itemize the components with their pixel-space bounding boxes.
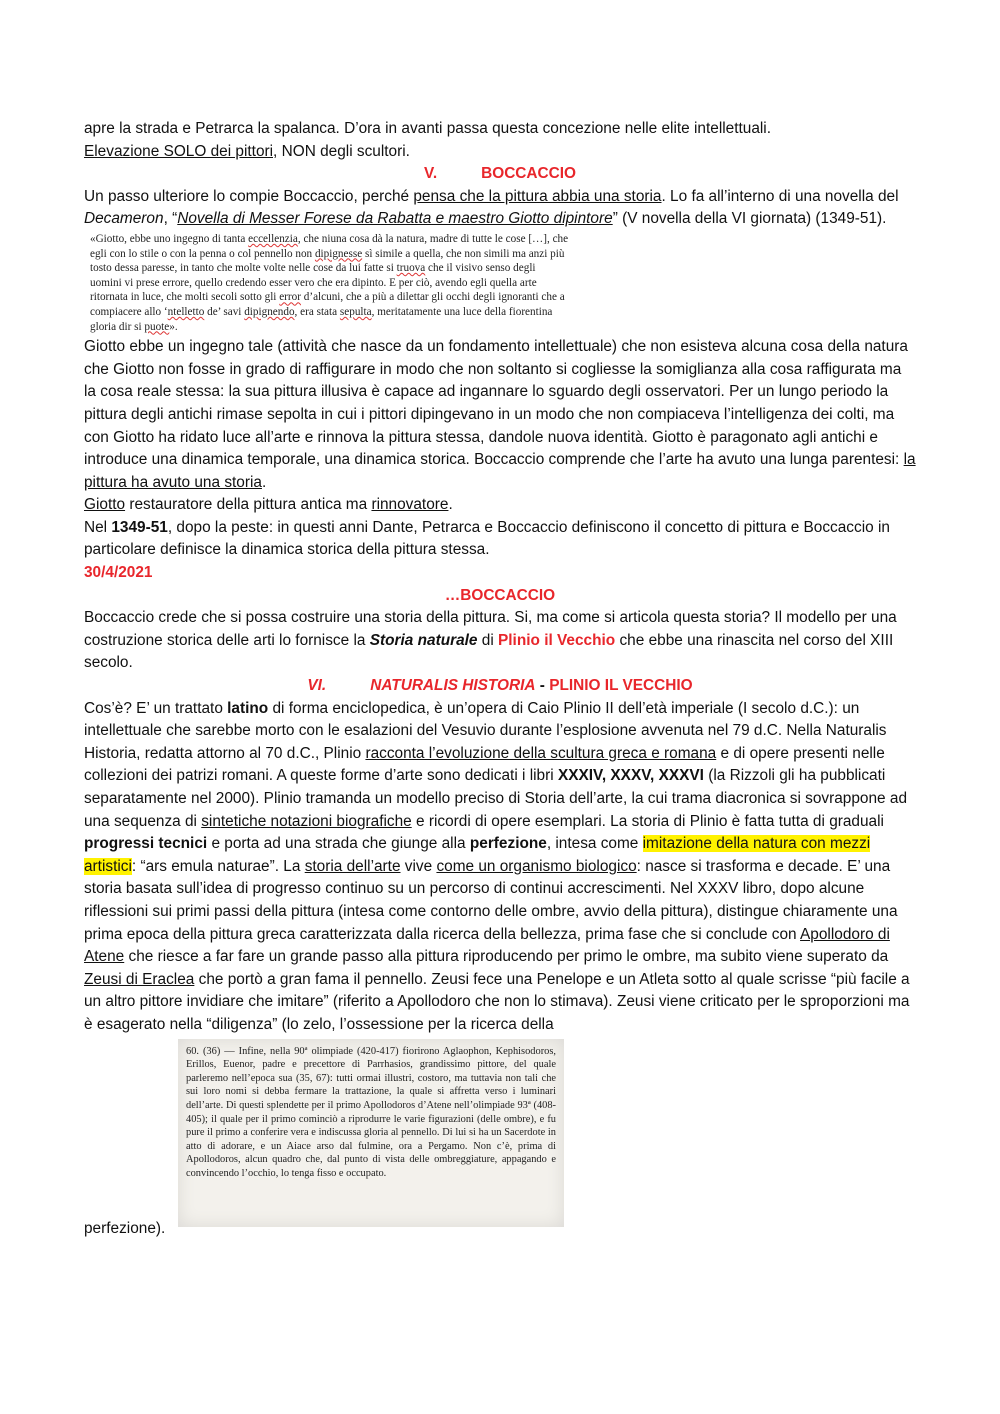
text: Giotto ebbe un ingegno tale (attività che nasce da un fondamento intellettuale) che non esisteva alcuna cosa della natura che Giotto non fosse in grado di raffigurare in modo che non soltanto si cogliesse la somiglianza alla cosa raffigurata ma la cosa reale stessa: la sua pittura illusiva è capace ad ingannare lo sguardo degli osservatori. Per un lungo periodo la pittura degli antichi rimase sepolta in cui i pittori dipingevano in un modo che non compiaceva l’intelligenza dei colti, ma con Giotto ha ridato luce all’arte e rinnova la pittura stessa, dandole nuova identità. Giotto è paragonato agli antichi e introduce una dinamica temporale, una dinamica storica. Boccaccio comprende che l’arte ha avuto una lunga parentesi: xyxy=(84,338,908,469)
document-page xyxy=(84,118,916,1237)
paragraph-storia-pittura xyxy=(84,607,916,675)
text: d’alcuni, che a più a dilettar gli occhi degli ignoranti che a compiacere allo ‘ xyxy=(90,291,565,318)
novella-title: Novella di Messer Forese da Rabatta e maestro Giotto dipintore xyxy=(177,210,613,228)
text: , che niuna cosa dà la natura, madre di tutte le cose […], che egli con lo stile o con la penna o col pennello non xyxy=(90,232,569,260)
spellcheck-word: sepulta xyxy=(339,305,372,318)
text: , era stata xyxy=(294,305,340,318)
text: : “ars emula naturae”. La xyxy=(131,857,305,875)
bold-italic-text: Storia naturale xyxy=(369,631,478,649)
decameron-quote-image xyxy=(90,232,570,334)
underlined-text: come un organismo biologico xyxy=(436,857,637,875)
text: Boccaccio crede che si possa costruire una storia della pittura. Si, ma come si articola questa storia? Il modello per una costruzione storica delle arti lo fornisce la xyxy=(84,609,897,649)
text: di forma enciclopedica, è un’opera di Caio Plinio II dell’età imperiale (I secolo d.C.): un intellettuale che sarebbe morto con le esalazioni del Vesuvio durante l’esplosione avvenuta nel 79 d.C. Nella Naturalis Historia, redatta attorno al 70 d.C., Plinio xyxy=(84,699,887,762)
text: che il visivo senso degli uomini vi prese errore, quello credendo esser vero che era dipinto. E per ciò, avendo egli quella arte ritornata in luce, che molti secoli sotto gli xyxy=(90,262,537,304)
paragraph-giotto xyxy=(84,336,916,494)
spellcheck-word: dipignendo xyxy=(244,305,295,318)
underlined-text: Zeusi di Eraclea xyxy=(84,970,195,988)
text: Nel xyxy=(84,518,112,536)
text: ” (V novella della VI giornata) (1349-51). xyxy=(612,210,887,228)
heading-title: NATURALIS HISTORIA xyxy=(370,677,536,695)
text: : nasce si trasforma e decade. E’ una storia basata sull’idea di progresso continuo su un percorso di continui accrescimenti. Nel XXXV libro, dopo alcune riflessioni sui primi passi della pittura (intesa come contorno delle ombre, avvio della pittura), distingue chiaramente una prima epoca della pittura greca caratterizzata dalla ricerca della bellezza, prima fase che si conclude con xyxy=(84,857,898,943)
paragraph-naturalis-historia xyxy=(84,698,916,1037)
italic-text: Decameron xyxy=(84,210,164,228)
underlined-text: rinnovatore xyxy=(371,496,449,514)
text: «Giotto, ebbe uno ingegno di tanta xyxy=(90,232,249,245)
spellcheck-word: ntelletto xyxy=(167,305,205,318)
underlined-text: sintetiche notazioni biografiche xyxy=(201,812,412,830)
highlighted-text: imitazione della natura con mezzi artistici xyxy=(84,835,871,875)
bold-text: XXXIV, XXXV, XXXVI xyxy=(557,767,704,785)
text: sì simile a quella, che non simili ma anzi più tosto dessa paresse, in tanto che molte volte nelle cose da lui fatte si xyxy=(90,247,565,275)
paragraph-peste xyxy=(84,517,916,562)
text: che riesce a far fare un grande passo alla pittura riproducendo per primo le ombre, ma subito viene superato da xyxy=(124,948,889,966)
text: , meritatamente una luce della fiorentina gloria dir si xyxy=(90,305,553,333)
text: - xyxy=(535,677,550,695)
text: . xyxy=(261,473,267,491)
text: de’ savi xyxy=(204,305,245,318)
bold-text: perfezione xyxy=(469,835,547,853)
red-bold-text: Plinio il Vecchio xyxy=(498,631,616,649)
bold-text: 1349-51 xyxy=(111,518,168,536)
lesson-date: 30/4/2021 xyxy=(84,564,153,582)
bold-text: progressi tecnici xyxy=(84,835,208,853)
underlined-text: Apollodoro di Atene xyxy=(84,925,890,966)
text: , intesa come xyxy=(546,835,643,853)
spellcheck-word: eccellenzia xyxy=(248,232,298,245)
text: di xyxy=(477,631,499,649)
paragraph-restauratore xyxy=(84,494,916,517)
text: , “ xyxy=(163,210,178,228)
text: . Lo fa all’interno di una novella del xyxy=(661,187,899,205)
heading-subtitle: PLINIO IL VECCHIO xyxy=(549,677,693,695)
underlined-text: pensa che la pittura abbia una storia xyxy=(413,187,662,205)
underlined-text: la pittura ha avuto una storia xyxy=(84,451,916,491)
section-heading-continued: …BOCCACCIO xyxy=(444,586,556,604)
text: Un passo ulteriore lo compie Boccaccio, perché xyxy=(84,187,414,205)
spellcheck-word: truova xyxy=(396,262,426,275)
text: apre la strada e Petrarca la spalanca. D’ora in avanti passa questa concezione nelle elite intellettuali. xyxy=(84,120,772,137)
section-heading-v xyxy=(84,163,916,186)
underlined-text: racconta l’evoluzione della scultura greca e romana xyxy=(365,744,717,762)
text: NON degli scultori. xyxy=(277,142,410,160)
spellcheck-word: puote xyxy=(144,320,170,333)
text: e di opere presenti nelle collezioni dei patrizi romani. A queste forme d’arte sono dedicati i libri xyxy=(84,744,885,785)
paragraph-intro xyxy=(84,118,916,163)
text: e porta ad una strada che giunge alla xyxy=(207,835,470,853)
plinio-text-scan-image: 60. (36) — Infine, nella 90ª olimpiade (420-417) fiorirono Aglaophon, Kephisodoros, Erillos, Euenor, padre e precettore di Parrhasios, grandissimo pittore, del quale parleremo nell’epoca sua (35, 67): tutti ormai illustri, costoro, ma tuttavia non tali che sui loro nomi si debba fermare la trattazione, la quale si affretta verso i luminari dell’arte. Di questi splendette per il primo Apollodoros d’Atene nell’olimpiade 93ª (408-405); il quale per il primo cominciò a riprodurre le varie figurazioni (delle ombre), e fu pure il primo a conferire vera e indiscussa gloria al pennello. Di lui si ha un Sacerdote in atto di adorare, e un Aiace arso dal fulmine, ora a Pergamo. Non c’è, prima di Apollodoros, alcun quadro che, dal punto di vista delle ombreggiature, appagando e convincendo l’occhio, lo tenga fisso e occupato. xyxy=(178,1039,564,1227)
text: vive xyxy=(400,857,437,875)
underlined-text: Elevazione SOLO dei pittori, xyxy=(84,142,278,160)
spellcheck-word: dipignesse xyxy=(314,247,363,260)
spellcheck-word: error xyxy=(279,291,301,304)
text: che portò a gran fama il pennello. Zeusi fece una Penelope e un Atleta sotto al quale scrisse “più facile a un altro pittore invidiare che imitare” (riferito a Apollodoro che non lo stimava). Zeusi viene criticato per le sproporzioni ma è esagerato nella “diligenza” (lo zelo, l’ossessione per la ricerca della xyxy=(84,970,910,1033)
text: e ricordi di opere esemplari. La storia di Plinio è fatta tutta di graduali xyxy=(411,812,884,830)
text: (la Rizzoli gli ha pubblicati separatamente nel 2000). Plinio tramanda un modello preciso di Storia dell’arte, la cui trama diacronica si sovrappone ad una sequenza di xyxy=(84,767,908,830)
text: che ebbe una rinascita nel corso del XIII secolo. xyxy=(84,631,894,672)
text: restauratore della pittura antica ma xyxy=(125,496,372,514)
text: . xyxy=(448,496,453,514)
heading-number: V. xyxy=(423,165,438,183)
paragraph-tail: perfezione). xyxy=(84,1219,166,1237)
text: ». xyxy=(169,320,178,333)
bold-text: latino xyxy=(227,699,269,717)
heading-title: BOCCACCIO xyxy=(481,165,577,183)
section-heading-vi xyxy=(84,675,916,698)
underlined-text: Giotto xyxy=(84,496,126,514)
text: , dopo la peste: in questi anni Dante, Petrarca e Boccaccio definiscono il concetto di pittura e Boccaccio in particolare definisce la dinamica storica della pittura stessa. xyxy=(84,518,890,559)
text: Cos’è? E’ un trattato xyxy=(84,699,228,717)
paragraph-boccaccio xyxy=(84,186,916,231)
underlined-text: storia dell’arte xyxy=(304,857,401,875)
heading-number: VI. xyxy=(307,677,327,695)
plinio-scan-row xyxy=(84,1039,916,1237)
